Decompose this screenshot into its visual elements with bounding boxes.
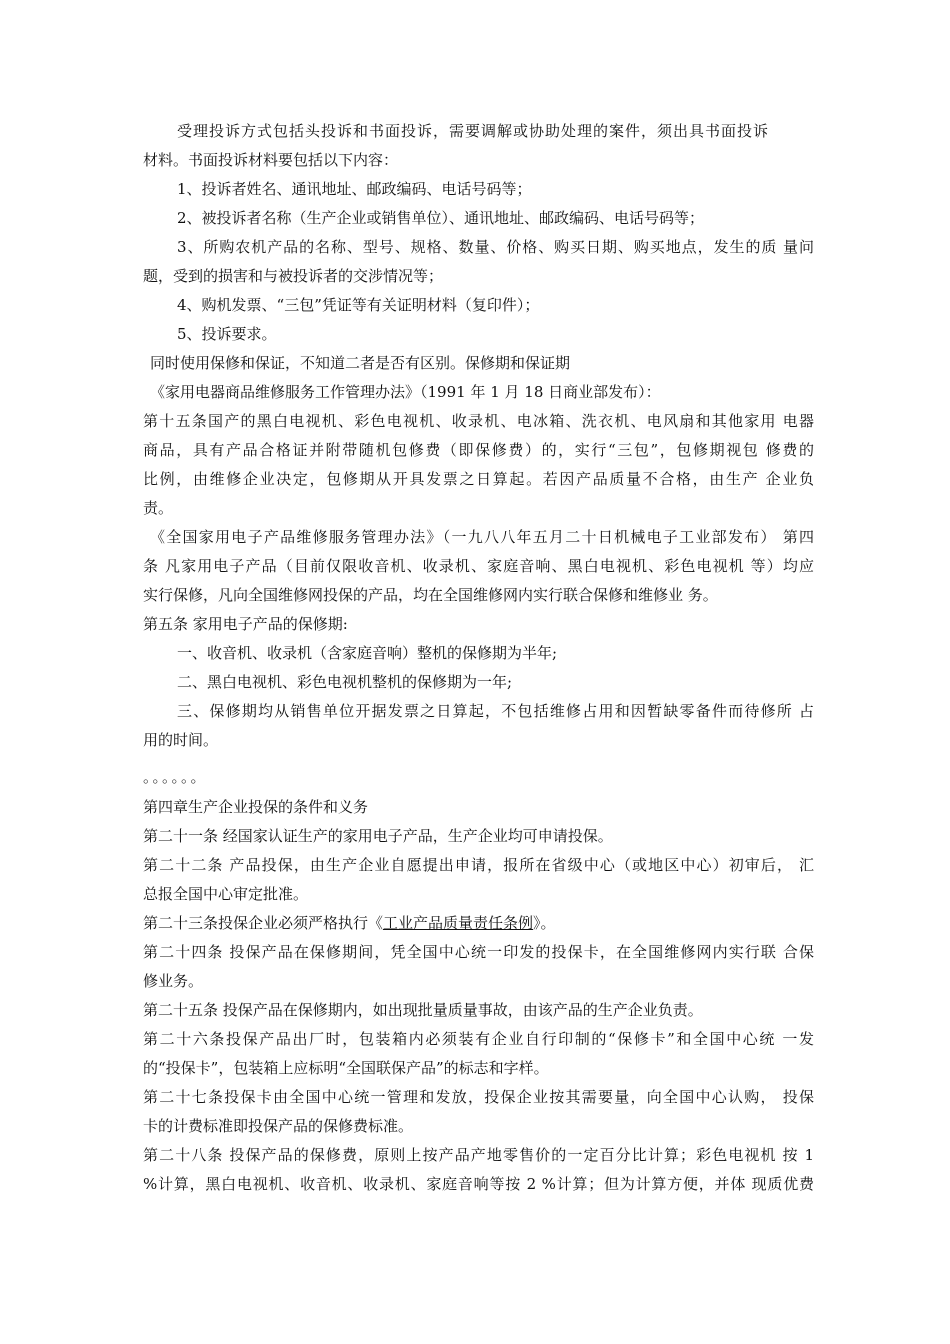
paragraph-line: 第二十八条 投保产品的保修费，原则上按产品产地零售价的一定百分比计算；彩色电视机 按 1 [143, 1146, 814, 1164]
paragraph-line: 总报全国中心审定批准。 [143, 885, 309, 903]
list-item: 5、投诉要求。 [177, 325, 277, 343]
paragraph-line: 同时使用保修和保证，不知道二者是否有区别。保修期和保证期 [150, 354, 571, 372]
paragraph-line: 题，受到的损害和与被投诉者的交涉情况等； [143, 267, 444, 285]
list-item: 1、投诉者姓名、通讯地址、邮政编码、电话号码等； [177, 180, 532, 198]
paragraph-line: 《全国家用电子产品维修服务管理办法》（一九八八年五月二十日机械电子工业部发布） 第四 [150, 528, 814, 546]
paragraph-line: 第二十一条 经国家认证生产的家用电子产品，生产企业均可申请投保。 [143, 827, 613, 845]
paragraph-line: 比例，由维修企业决定，包修期从开具发票之日算起。若因产品质量不合格，由生产 企业负 [143, 470, 814, 488]
paragraph-line: 修业务。 [143, 972, 204, 990]
list-item: 3、所购农机产品的名称、型号、规格、数量、价格、购买日期、购买地点，发生的质 量问 [177, 238, 814, 256]
paragraph-line: 责。 [143, 499, 174, 517]
paragraph-line: 的“投保卡”，包装箱上应标明“全国联保产品”的标志和字样。 [143, 1059, 549, 1077]
paragraph-line: 第二十六条投保产品出厂时，包装箱内必须装有企业自行印制的“保修卡”和全国中心统 一发 [143, 1030, 814, 1048]
list-item: 二、黑白电视机、彩色电视机整机的保修期为一年; [177, 673, 513, 691]
paragraph-line: 第十五条国产的黑白电视机、彩色电视机、收录机、电冰箱、洗衣机、电风扇和其他家用 电器 [143, 412, 814, 430]
list-item: 2、被投诉者名称（生产企业或销售单位）、通讯地址、邮政编码、电话号码等； [177, 209, 705, 227]
paragraph-line [143, 913, 556, 933]
list-item: 4、购机发票、“三包”凭证等有关证明材料（复印件）； [177, 296, 540, 314]
paragraph-line: 第五条 家用电子产品的保修期: [143, 615, 348, 633]
paragraph-line: 第二十七条投保卡由全国中心统一管理和发放，投保企业按其需要量，向全国中心认购， 投保 [143, 1088, 814, 1106]
paragraph-text: 第二十三条投保企业必须严格执行《 [143, 914, 384, 932]
paragraph-line: 第二十二条 产品投保，由生产企业自愿提出申请，报所在省级中心（或地区中心）初审后， 汇 [143, 856, 814, 874]
ellipsis-separator: 。。。。。。 [143, 768, 208, 786]
paragraph-line: 商品，具有产品合格证并附带随机包修费（即保修费）的，实行“三包”，包修期视包 修费的 [143, 441, 814, 459]
paragraph-line: 用的时间。 [143, 731, 219, 749]
paragraph-line: 材料。书面投诉材料要包括以下内容： [143, 151, 399, 169]
paragraph-text: 》。 [533, 914, 556, 932]
list-item: 三、保修期均从销售单位开据发票之日算起，不包括维修占用和因暂缺零备件而待修所 占 [177, 702, 814, 720]
paragraph-line: 实行保修，凡向全国维修网投保的产品，均在全国维修网内实行联合保修和维修业 务。 [143, 586, 718, 604]
regulation-link[interactable]: 工业产品质量责任条例 [383, 914, 534, 932]
paragraph-line: 第二十五条 投保产品在保修期内，如出现批量质量事故，由该产品的生产企业负责。 [143, 1001, 703, 1019]
list-item: 一、收音机、收录机（含家庭音响）整机的保修期为半年; [177, 644, 558, 662]
paragraph-line: 卡的计费标准即投保产品的保修费标准。 [143, 1117, 414, 1135]
paragraph-line: 受理投诉方式包括头投诉和书面投诉，需要调解或协助处理的案件，须出具书面投诉 [177, 122, 768, 140]
paragraph-line: 第二十四条 投保产品在保修期间，凭全国中心统一印发的投保卡，在全国维修网内实行联 合保 [143, 943, 814, 961]
paragraph-line: 《家用电器商品维修服务工作管理办法》（1991 年 1 月 18 日商业部发布）： [150, 383, 661, 401]
chapter-heading: 第四章生产企业投保的条件和义务 [143, 798, 369, 816]
paragraph-line: %计算，黑白电视机、收音机、收录机、家庭音响等按 2 %计算；但为计算方便，并体 现质优费 [143, 1175, 814, 1193]
paragraph-line: 条 凡家用电子产品（目前仅限收音机、收录机、家庭音响、黑白电视机、彩色电视机 等）均应 [143, 557, 814, 575]
